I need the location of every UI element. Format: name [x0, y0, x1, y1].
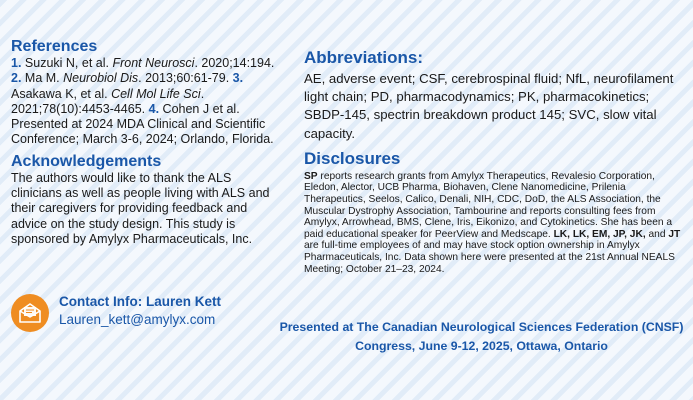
left-column	[11, 37, 283, 247]
ref-3-journal: Cell Mol Life Sci	[111, 86, 201, 101]
abbreviations-heading: Abbreviations:	[304, 48, 424, 67]
disclosures-text	[304, 171, 684, 275]
ref-2-details: . 2013;60:61-79.	[138, 71, 233, 86]
ref-3-number: 3.	[232, 71, 244, 86]
ref-1-details: . 2020;14:194.	[194, 56, 275, 70]
disclosure-jt-initials: JT	[668, 228, 681, 240]
abbreviations-text: AE, adverse event; CSF, cerebrospinal fluid; NfL, neurofilament light chain; PD, pharmacodynamics; PK, pharmacokinetics; SBDP-145, spectrin breakdown product 145; SVC, slow vital capacity.	[304, 71, 674, 141]
ref-3-authors: Asakawa K, et al.	[11, 86, 112, 101]
contact-info	[11, 293, 301, 333]
ref-1-number: 1.	[11, 56, 22, 70]
footer-line-1: Presented at The Canadian Neurological Sciences Federation (CNSF)	[279, 320, 684, 334]
contact-title: Contact Info: Lauren Kett	[59, 294, 221, 309]
references-heading: References	[11, 38, 98, 55]
acknowledgements-text: The authors would like to thank the ALS clinicians as well as people living with ALS and their caregivers for providing feedback and advice on the study design. This study is sponsored by Amylyx Pharmaceuticals, Inc.	[11, 170, 270, 246]
ref-1-journal: Front Neurosci	[112, 56, 195, 70]
right-column	[304, 48, 684, 275]
ref-1-authors: Suzuki N, et al.	[21, 56, 113, 70]
email-envelope-icon	[11, 294, 49, 332]
disclosure-sp-text: reports research grants from Amylyx Therapeutics, Revalesio Corporation, Eledon, Alector, UCB Pharma, Biohaven, Clene Nanomedicine, Prilenia Therapeutics, Seelos, Calico, Denali, NIH, CDC, DoD, the ALS Association, the Muscular Dystrophy Association, Tambourine and reports consulting fees from Amylyx, Arrowhead, BMS, Clene, Iris, Eikonizo, and Cytokinetics. She has been a paid educational speaker for PeerView and Medscape.	[304, 170, 673, 240]
contact-email-link[interactable]: Lauren_kett@amylyx.com	[59, 312, 216, 327]
references-list	[11, 56, 283, 148]
presentation-footer	[270, 318, 693, 356]
acknowledgements-heading: Acknowledgements	[11, 152, 162, 170]
ref-4-number: 4.	[148, 101, 160, 116]
disclosure-employee-initials: LK, LK, EM, JP, JK,	[553, 228, 646, 240]
footer-line-2: Congress, June 9-12, 2025, Ottawa, Ontario	[355, 339, 608, 353]
disclosure-sp-initials: SP	[304, 170, 318, 182]
ref-4-text: Cohen J et al. Presented at 2024 MDA Clinical and Scientific Conference; March 3-6, 2024; Orlando, Florida.	[11, 101, 274, 147]
ref-2-authors: Ma M.	[21, 71, 64, 86]
ref-2-number: 2.	[11, 71, 22, 86]
disclosures-heading: Disclosures	[304, 148, 401, 168]
ref-2-journal: Neurobiol Dis	[63, 71, 139, 86]
disclosure-and: and	[645, 228, 669, 240]
disclosure-employee-text: are full-time employees of and may have stock option ownership in Amylyx Pharmaceuticals, Inc. Data shown here were presented at the 21st Annual NEALS Meeting; October 21–23, 2024.	[304, 240, 675, 275]
ref-3-details: . 2021;78(10):4453-4465.	[11, 86, 205, 116]
